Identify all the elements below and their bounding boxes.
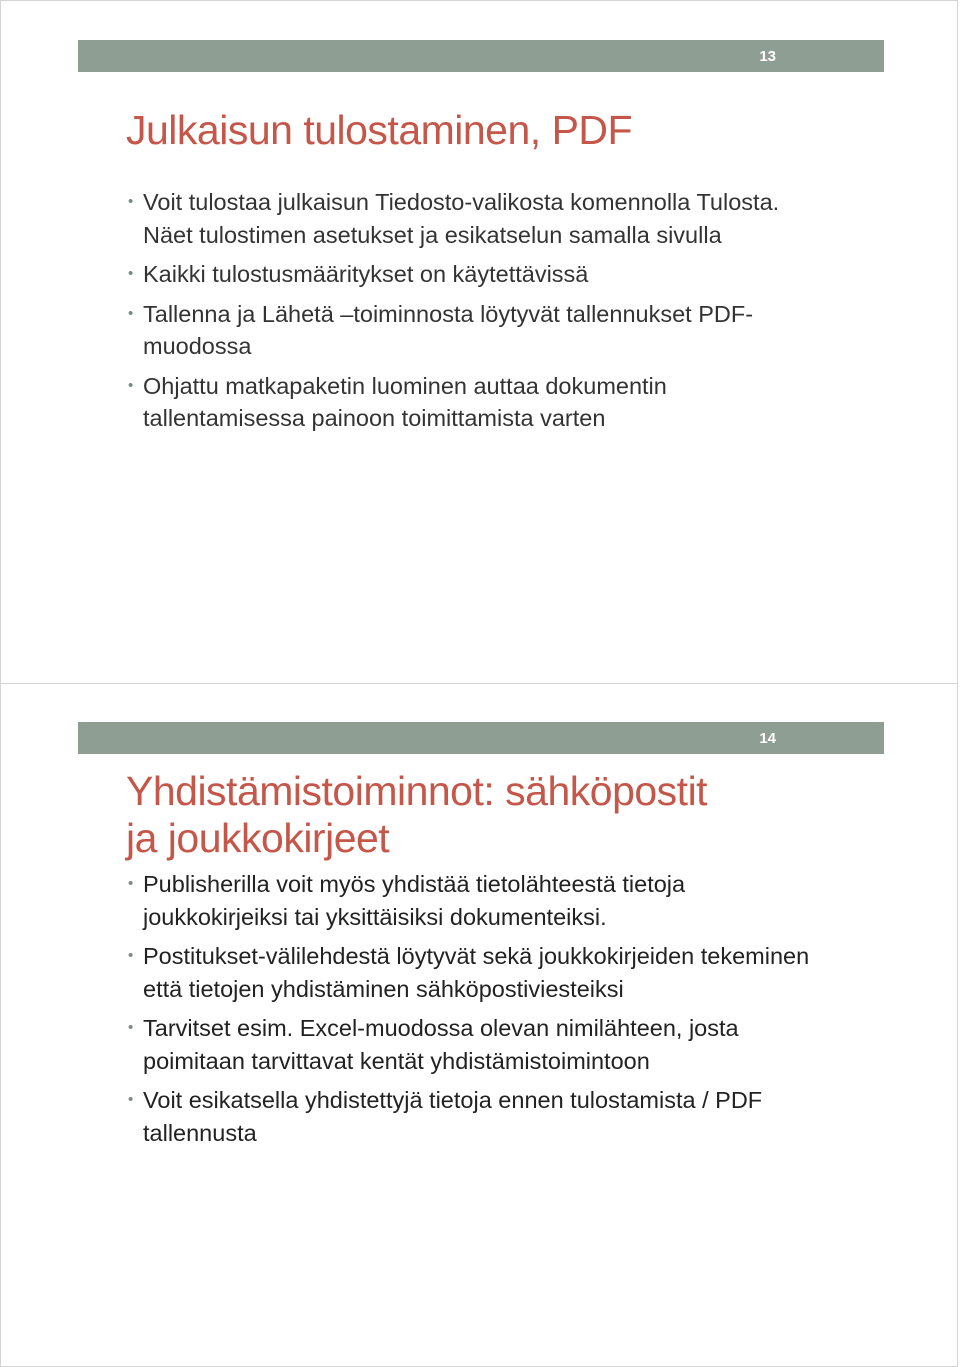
slide-number: 13 xyxy=(759,48,776,65)
bullet-list xyxy=(126,868,836,1156)
bullet-icon: • xyxy=(128,1019,134,1036)
bullet-icon: • xyxy=(128,376,134,394)
bullet-item: • Voit esikatsella yhdistettyjä tietoja ennen tulostamista / PDF tallennusta xyxy=(126,1084,836,1149)
bullet-icon: • xyxy=(128,304,134,322)
bullet-item: • Voit tulostaa julkaisun Tiedosto-valikosta komennolla Tulosta. Näet tulostimen asetukset ja esikatselun samalla sivulla xyxy=(126,186,786,251)
bullet-icon: • xyxy=(128,947,134,964)
bullet-item: • Tallenna ja Lähetä –toiminnosta löytyvät tallennukset PDF-muodossa xyxy=(126,298,786,363)
bullet-icon: • xyxy=(128,1091,134,1108)
bullet-item: • Postitukset-välilehdestä löytyvät sekä joukkokirjeiden tekeminen että tietojen yhdistäminen sähköpostiviesteiksi xyxy=(126,940,836,1005)
bullet-icon: • xyxy=(128,193,134,210)
bullet-item: • Kaikki tulostusmääritykset on käytettävissä xyxy=(126,258,786,291)
bullet-item: • Tarvitset esim. Excel-muodossa olevan nimilähteen, josta poimitaan tarvittavat kentät yhdistämistoimintoon xyxy=(126,1012,836,1077)
bullet-item: • Publisherilla voit myös yhdistää tietolähteestä tietoja joukkokirjeiksi tai yksittäisiksi dokumenteiksi. xyxy=(126,868,836,933)
slide-13 xyxy=(0,0,958,684)
slide-title: Yhdistämistoiminnot: sähköpostit ja joukkokirjeet xyxy=(126,768,708,861)
slide-header-bar xyxy=(78,722,884,754)
slide-header-bar xyxy=(78,40,884,72)
slide-title: Julkaisun tulostaminen, PDF xyxy=(126,107,633,153)
slide-14 xyxy=(0,683,958,1367)
slide-number: 14 xyxy=(759,730,776,747)
bullet-list xyxy=(126,186,786,442)
bullet-icon: • xyxy=(128,265,134,282)
bullet-icon: • xyxy=(128,875,134,892)
bullet-item: • Ohjattu matkapaketin luominen auttaa dokumentin tallentamisessa painoon toimittamista varten xyxy=(126,370,786,435)
